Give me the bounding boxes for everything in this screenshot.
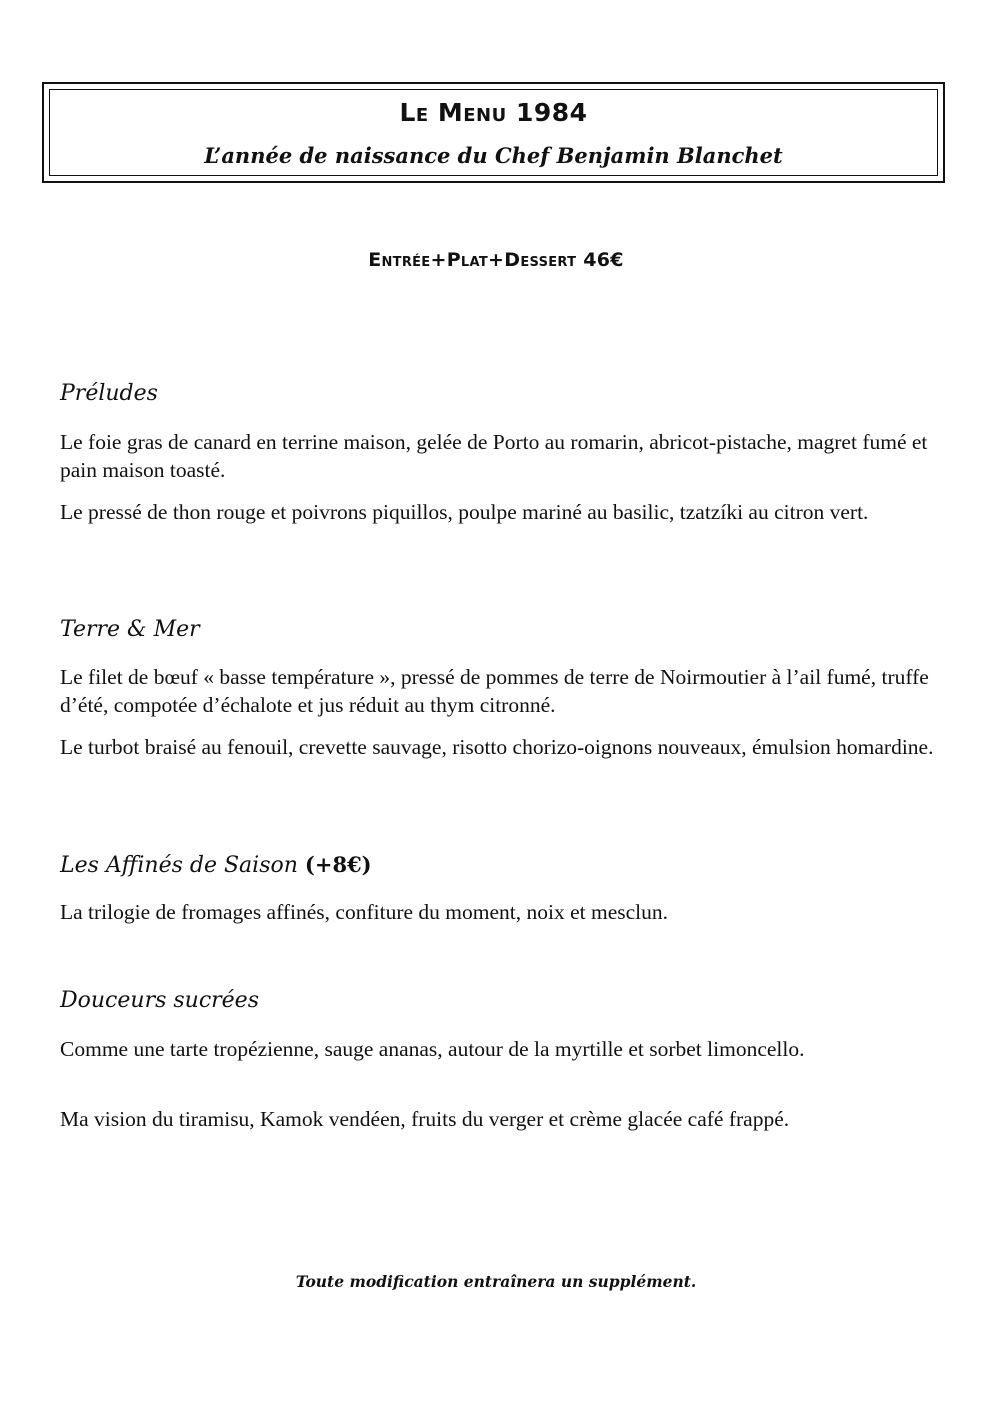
menu-item-thon-rouge: Le pressé de thon rouge et poivrons piquillos, poulpe mariné au basilic, tzatzíki au citron vert. <box>60 500 869 524</box>
menu-item-tarte-tropezienne: Comme une tarte tropézienne, sauge ananas, autour de la myrtille et sorbet limoncello. <box>60 1037 805 1061</box>
menu-title: Le Menu 1984 <box>399 98 588 127</box>
section-title-terre-mer: Terre & Mer <box>60 617 200 642</box>
menu-item-filet-boeuf: Le filet de bœuf « basse température », pressé de pommes de terre de Noirmoutier à l’ail fumé, truffe d’été, compotée d’échalote et jus réduit au thym citronné. <box>60 665 929 717</box>
menu-item-fromages: La trilogie de fromages affinés, confiture du moment, noix et mesclun. <box>60 900 668 924</box>
menu-subtitle: L’année de naissance du Chef Benjamin Blanchet <box>204 143 783 168</box>
section-title-preludes: Préludes <box>60 381 158 406</box>
menu-item-turbot: Le turbot braisé au fenouil, crevette sauvage, risotto chorizo-oignons nouveaux, émulsion homardine. <box>60 735 934 759</box>
menu-item-tiramisu: Ma vision du tiramisu, Kamok vendéen, fruits du verger et crème glacée café frappé. <box>60 1107 790 1131</box>
menu-item-foie-gras: Le foie gras de canard en terrine maison, gelée de Porto au romarin, abricot-pistache, magret fumé et pain maison toasté. <box>60 430 928 482</box>
section-supplement-price: (+8€) <box>304 852 372 877</box>
section-title-affines-label: Les Affinés de Saison <box>60 853 298 878</box>
section-title-douceurs: Douceurs sucrées <box>60 988 259 1013</box>
menu-header-box <box>42 82 945 183</box>
section-title-affines <box>60 852 372 879</box>
menu-formula-price: Entrée+Plat+Dessert 46€ <box>368 249 624 271</box>
footer-note: Toute modification entraînera un supplément. <box>295 1272 697 1291</box>
